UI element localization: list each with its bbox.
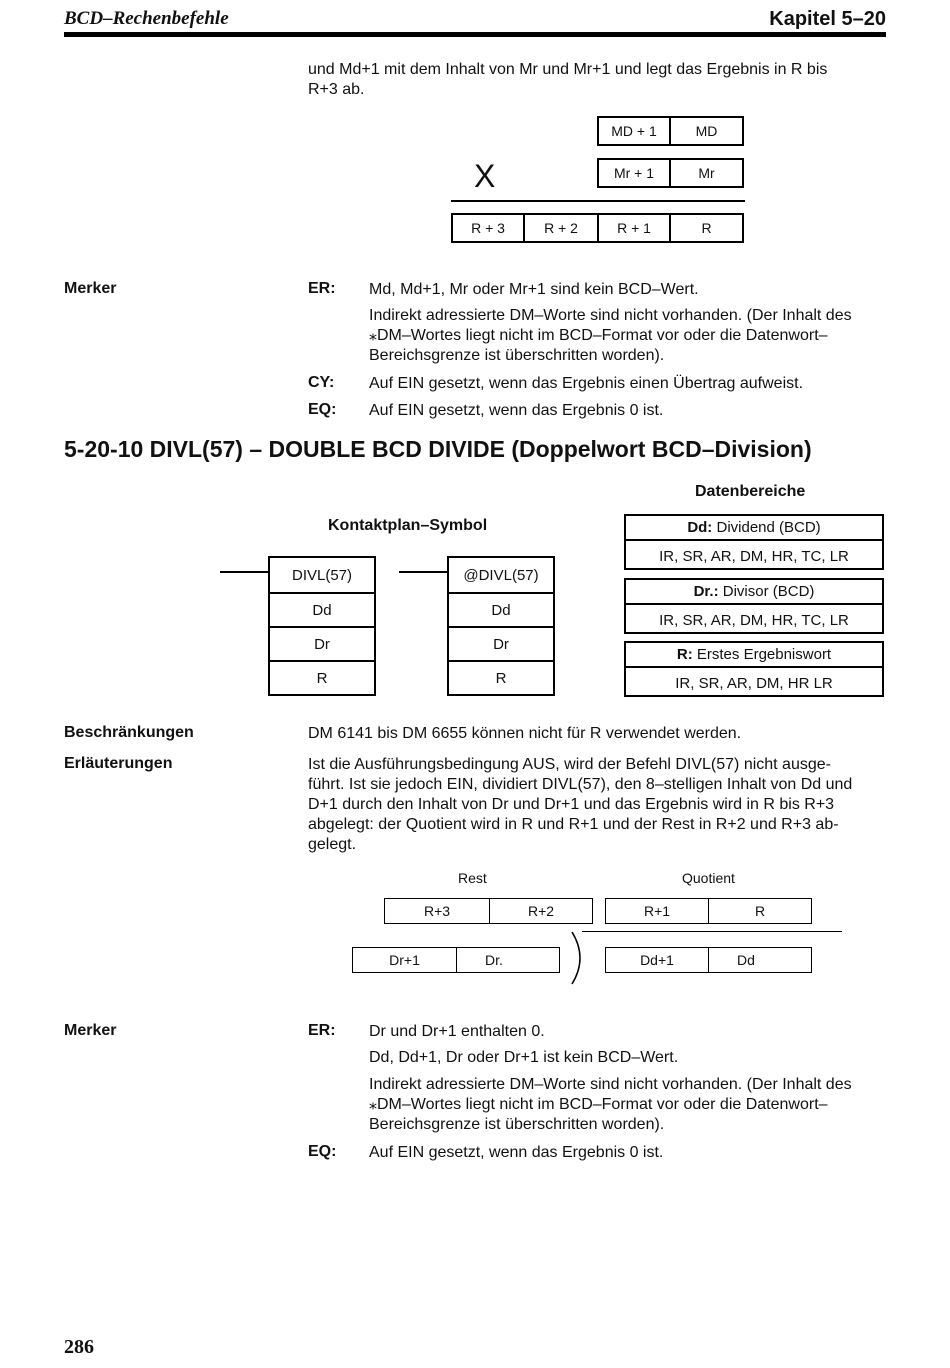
explanations-line-2: führt. Ist sie jedoch EIN, dividiert DIVL(57), den 8–stelligen Inhalt von Dd und (308, 776, 853, 793)
merker2-er-text-3-line-1: Indirekt adressierte DM–Worte sind nicht vorhanden. (Der Inhalt des (369, 1076, 852, 1093)
dividend-cell-dd: Dd (708, 947, 812, 973)
data-area-dd-title (626, 516, 882, 538)
division-bracket-icon (566, 930, 590, 986)
merker1-eq-text: Auf EIN gesetzt, wenn das Ergebnis 0 ist. (369, 402, 664, 419)
mult-cell-mr1: Mr + 1 (597, 158, 671, 188)
merker1-cy-label: CY: (308, 374, 335, 391)
divisor-cell-dr1: Dr+1 (352, 947, 457, 973)
data-area-dr-name: Dr.: (693, 582, 719, 600)
explanations-line-4: abgelegt: der Quotient wird in R und R+1 und der Rest in R+2 und R+3 ab- (308, 816, 839, 833)
mult-result-r1: R + 1 (597, 213, 671, 243)
page-number: 286 (64, 1336, 94, 1358)
header-chapter-number: Kapitel 5–20 (769, 8, 886, 30)
data-area-r-separator (626, 666, 882, 668)
quotient-label: Quotient (682, 870, 735, 886)
merker1-er-label: ER: (308, 280, 336, 297)
ladder-right-cell-r: R (447, 660, 555, 696)
merker2-er-text-3-line-2: ⁎DM–Wortes liegt nicht im BCD–Format vor oder die Datenwort– (369, 1096, 828, 1113)
ladder-input-line-left (220, 571, 270, 573)
data-area-r-areas: IR, SR, AR, DM, HR LR (675, 674, 833, 692)
merker1-er-text-2-line-2: ⁎DM–Wortes liegt nicht im BCD–Format vor oder die Datenwort– (369, 327, 828, 344)
data-area-dr-separator (626, 603, 882, 605)
explanations-line-1: Ist die Ausführungsbedingung AUS, wird der Befehl DIVL(57) nicht ausge- (308, 756, 831, 773)
dividend-cell-dd1: Dd+1 (605, 947, 709, 973)
mult-result-rule (451, 200, 745, 202)
intro-line-2: R+3 ab. (308, 81, 365, 98)
merker1-er-text-1: Md, Md+1, Mr oder Mr+1 sind kein BCD–Wert. (369, 281, 699, 298)
merker2-er-text-2: Dd, Dd+1, Dr oder Dr+1 ist kein BCD–Wert. (369, 1049, 679, 1066)
merker1-er-text-2-line-3: Bereichsgrenze ist überschritten worden). (369, 347, 665, 364)
header-rule (64, 32, 886, 37)
restrictions-text: DM 6141 bis DM 6655 können nicht für R verwendet werden. (308, 725, 742, 742)
data-area-dr (624, 578, 884, 634)
merker2-er-label: ER: (308, 1022, 336, 1039)
rest-label: Rest (458, 870, 487, 886)
quotient-cell-r: R (708, 898, 812, 924)
ladder-input-line-right (399, 571, 449, 573)
ladder-right-cell-instr: @DIVL(57) (447, 556, 555, 594)
rest-cell-r2: R+2 (489, 898, 593, 924)
merker2-eq-text: Auf EIN gesetzt, wenn das Ergebnis 0 ist. (369, 1144, 664, 1161)
data-area-dr-desc: Divisor (BCD) (718, 582, 815, 600)
merker2-er-text-3 (369, 1075, 889, 1135)
merker1-er-text-2 (369, 306, 889, 366)
division-rule (582, 931, 842, 932)
ladder-left-cell-dr: Dr (268, 626, 376, 662)
mult-result-r3: R + 3 (451, 213, 525, 243)
intro-paragraph (308, 60, 888, 100)
merker-label-2: Merker (64, 1022, 117, 1039)
merker1-er-text-2-line-1: Indirekt adressierte DM–Worte sind nicht vorhanden. (Der Inhalt des (369, 307, 852, 324)
data-area-r-title (626, 643, 882, 665)
data-area-dr-title (626, 580, 882, 602)
data-area-dr-areas: IR, SR, AR, DM, HR, TC, LR (659, 611, 849, 629)
explanations-line-3: D+1 durch den Inhalt von Dr und Dr+1 und das Ergebnis wird in R bis R+3 (308, 796, 835, 813)
explanations-text (308, 755, 893, 855)
ladder-right-cell-dr: Dr (447, 626, 555, 662)
data-area-dd-name: Dd: (687, 518, 713, 536)
rest-cell-r3: R+3 (384, 898, 490, 924)
ladder-left-cell-r: R (268, 660, 376, 696)
merker1-cy-text: Auf EIN gesetzt, wenn das Ergebnis einen Übertrag aufweist. (369, 375, 804, 392)
mult-cell-mr: Mr (669, 158, 744, 188)
divisor-cell-dr: Dr. (456, 947, 560, 973)
merker2-er-text-3-line-3: Bereichsgrenze ist überschritten worden). (369, 1116, 665, 1133)
data-area-dd-separator (626, 539, 882, 541)
mult-result-r2: R + 2 (523, 213, 599, 243)
ladder-right-cell-dd: Dd (447, 592, 555, 628)
ladder-left-cell-dd: Dd (268, 592, 376, 628)
section-title: 5-20-10 DIVL(57) – DOUBLE BCD DIVIDE (Doppelwort BCD–Division) (64, 436, 812, 462)
merker2-eq-label: EQ: (308, 1143, 337, 1160)
data-area-r-desc: Erstes Ergebniswort (692, 645, 832, 663)
ladder-left-cell-instr: DIVL(57) (268, 556, 376, 594)
mult-result-r: R (669, 213, 744, 243)
data-area-dd-desc: Dividend (BCD) (712, 518, 821, 536)
restrictions-label: Beschränkungen (64, 724, 194, 741)
data-area-r (624, 641, 884, 697)
merker1-eq-label: EQ: (308, 401, 337, 418)
multiply-operator: X (474, 158, 496, 194)
explanations-label: Erläuterungen (64, 755, 173, 772)
mult-cell-md: MD (669, 116, 744, 146)
data-area-dd-areas: IR, SR, AR, DM, HR, TC, LR (659, 547, 849, 565)
ladder-heading: Kontaktplan–Symbol (328, 517, 488, 534)
header-chapter-name: BCD–Rechenbefehle (64, 8, 229, 29)
explanations-line-5: gelegt. (308, 836, 357, 853)
data-area-r-name: R: (676, 645, 693, 663)
merker-label-1: Merker (64, 280, 117, 297)
data-area-dd (624, 514, 884, 570)
mult-cell-md1: MD + 1 (597, 116, 671, 146)
merker2-er-text-1: Dr und Dr+1 enthalten 0. (369, 1023, 545, 1040)
data-areas-heading: Datenbereiche (695, 483, 806, 500)
quotient-cell-r1: R+1 (605, 898, 709, 924)
intro-line-1: und Md+1 mit dem Inhalt von Mr und Mr+1 und legt das Ergebnis in R bis (308, 61, 828, 78)
